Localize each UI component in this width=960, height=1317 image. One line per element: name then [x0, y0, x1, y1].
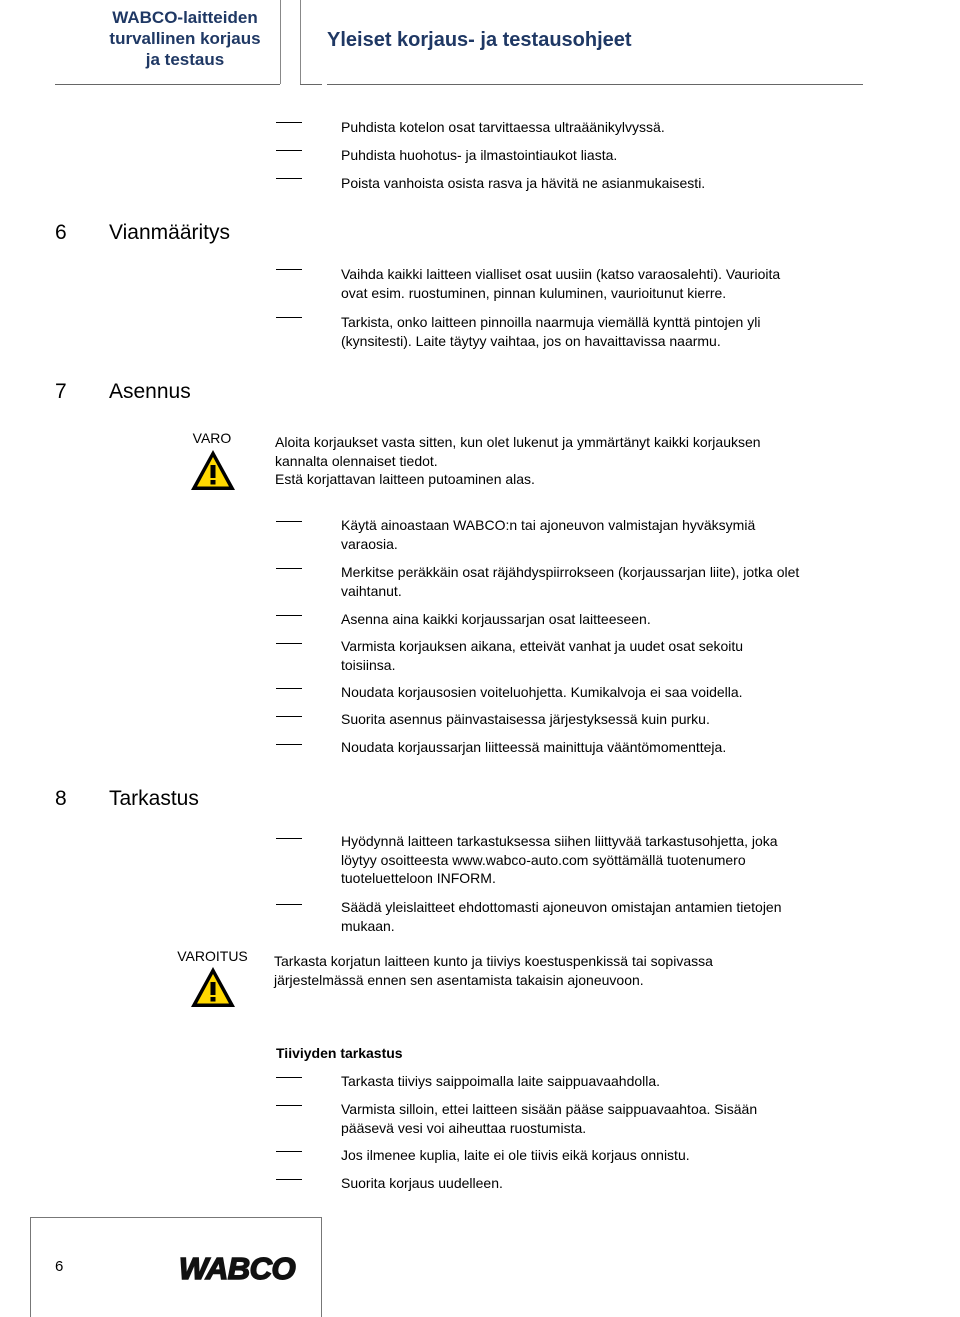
dash-bullet	[276, 317, 302, 318]
section-title: Asennus	[109, 380, 191, 403]
list-item: Asenna aina kaikki korjaussarjan osat laitteeseen.	[341, 611, 651, 627]
warning-triangle-icon	[189, 965, 237, 1009]
warning-text	[275, 433, 761, 489]
dash-bullet	[276, 1179, 302, 1180]
header-rule	[327, 84, 863, 85]
list-item-line: Vaihda kaikki laitteen vialliset osat uusiin (katso varaosalehti). Vaurioita	[341, 266, 781, 282]
dash-bullet	[276, 178, 302, 179]
header-divider	[280, 0, 281, 84]
subheading: Tiiviyden tarkastus	[276, 1045, 403, 1061]
dash-bullet	[276, 744, 302, 745]
dash-bullet	[276, 838, 302, 839]
list-item-line: Säädä yleislaitteet ehdottomasti ajoneuvon omistajan antamien tietojen	[341, 899, 782, 915]
warning-label: VAROITUS	[177, 948, 248, 964]
list-item: Poista vanhoista osista rasva ja hävitä ne asianmukaisesti.	[341, 175, 706, 191]
dash-bullet	[276, 716, 302, 717]
list-item-line: Hyödynnä laitteen tarkastuksessa siihen liittyvää tarkastusohjetta, joka	[341, 833, 778, 849]
header-rule	[300, 84, 322, 85]
warning-line: Estä korjattavan laitteen putoaminen alas.	[275, 471, 535, 487]
warning-line: kannalta olennaiset tiedot.	[275, 452, 438, 469]
dash-bullet	[276, 521, 302, 522]
list-item: Noudata korjausosien voiteluohjetta. Kumikalvoja ei saa voidella.	[341, 684, 743, 700]
list-item	[341, 265, 780, 302]
wabco-logo	[166, 1253, 308, 1283]
page-number: 6	[55, 1258, 64, 1275]
list-item-line: pääsevä vesi voi aiheuttaa ruostumista.	[341, 1119, 587, 1136]
page-title: Yleiset korjaus- ja testausohjeet	[327, 29, 632, 51]
list-item-line: löytyy osoitteesta www.wabco-auto.com syöttämällä tuotenumero	[341, 851, 746, 868]
list-item-line: mukaan.	[341, 917, 395, 934]
list-item: Tarkasta tiiviys saippoimalla laite saippuavaahdolla.	[341, 1073, 661, 1089]
svg-text:WABCO: WABCO	[178, 1253, 296, 1283]
list-item-line: vaihtanut.	[341, 582, 402, 599]
list-item	[341, 832, 778, 888]
list-item: Suorita asennus päinvastaisessa järjestyksessä kuin purku.	[341, 711, 710, 727]
list-item	[341, 313, 760, 350]
list-item	[341, 1100, 757, 1137]
header-left-title	[90, 7, 280, 70]
dash-bullet	[276, 122, 302, 123]
dash-bullet	[276, 1151, 302, 1152]
dash-bullet	[276, 568, 302, 569]
warning-label: VARO	[192, 430, 232, 446]
list-item: Noudata korjaussarjan liitteessä mainittuja vääntömomentteja.	[341, 739, 727, 755]
header-left-line: ja testaus	[145, 50, 225, 69]
dash-bullet	[276, 615, 302, 616]
dash-bullet	[276, 688, 302, 689]
header-divider	[300, 0, 301, 84]
header-left-line: WABCO-laitteiden	[112, 8, 258, 27]
header-left-line: turvallinen korjaus	[109, 29, 261, 48]
list-item-line: ovat esim. ruostuminen, pinnan kuluminen, vaurioitunut kierre.	[341, 284, 727, 301]
list-item-line: Tarkista, onko laitteen pinnoilla naarmuja viemällä kynttä pintojen yli	[341, 314, 761, 330]
dash-bullet	[276, 1105, 302, 1106]
section-number: 7	[55, 380, 67, 403]
dash-bullet	[276, 643, 302, 644]
list-item-line: Merkitse peräkkäin osat räjähdyspiirrokseen (korjaussarjan liite), jotka olet	[341, 564, 800, 580]
list-item	[341, 898, 782, 935]
list-item-line: varaosia.	[341, 535, 398, 552]
warning-text	[274, 952, 713, 989]
list-item: Suorita korjaus uudelleen.	[341, 1175, 503, 1191]
list-item	[341, 516, 755, 553]
section-title: Tarkastus	[109, 787, 199, 810]
list-item: Puhdista huohotus- ja ilmastointiaukot liasta.	[341, 147, 618, 163]
list-item-line: (kynsitesti). Laite täytyy vaihtaa, jos on havaittavissa naarmu.	[341, 332, 721, 349]
warning-triangle-icon	[189, 448, 237, 492]
warning-line: Aloita korjaukset vasta sitten, kun olet lukenut ja ymmärtänyt kaikki korjauksen	[275, 434, 761, 450]
list-item	[341, 563, 799, 600]
section-number: 6	[55, 221, 67, 244]
list-item-line: Varmista korjauksen aikana, etteivät vanhat ja uudet osat sekoitu	[341, 638, 744, 654]
dash-bullet	[276, 904, 302, 905]
warning-line: järjestelmässä ennen sen asentamista takaisin ajoneuvoon.	[274, 971, 644, 988]
list-item: Jos ilmenee kuplia, laite ei ole tiivis eikä korjaus onnistu.	[341, 1147, 690, 1163]
dash-bullet	[276, 1077, 302, 1078]
list-item: Puhdista kotelon osat tarvittaessa ultraäänikylvyssä.	[341, 119, 665, 135]
dash-bullet	[276, 269, 302, 270]
section-title: Vianmääritys	[109, 221, 230, 244]
dash-bullet	[276, 150, 302, 151]
list-item-line: tuoteluetteloon INFORM.	[341, 870, 496, 886]
list-item-line: Varmista silloin, ettei laitteen sisään pääse saippuavaahtoa. Sisään	[341, 1101, 758, 1117]
section-number: 8	[55, 787, 67, 810]
list-item	[341, 637, 743, 674]
warning-line: Tarkasta korjatun laitteen kunto ja tiiviys koestuspenkissä tai sopivassa	[274, 953, 713, 969]
header-rule	[55, 84, 280, 85]
list-item-line: toisiinsa.	[341, 656, 396, 673]
list-item-line: Käytä ainoastaan WABCO:n tai ajoneuvon valmistajan hyväksymiä	[341, 517, 756, 533]
